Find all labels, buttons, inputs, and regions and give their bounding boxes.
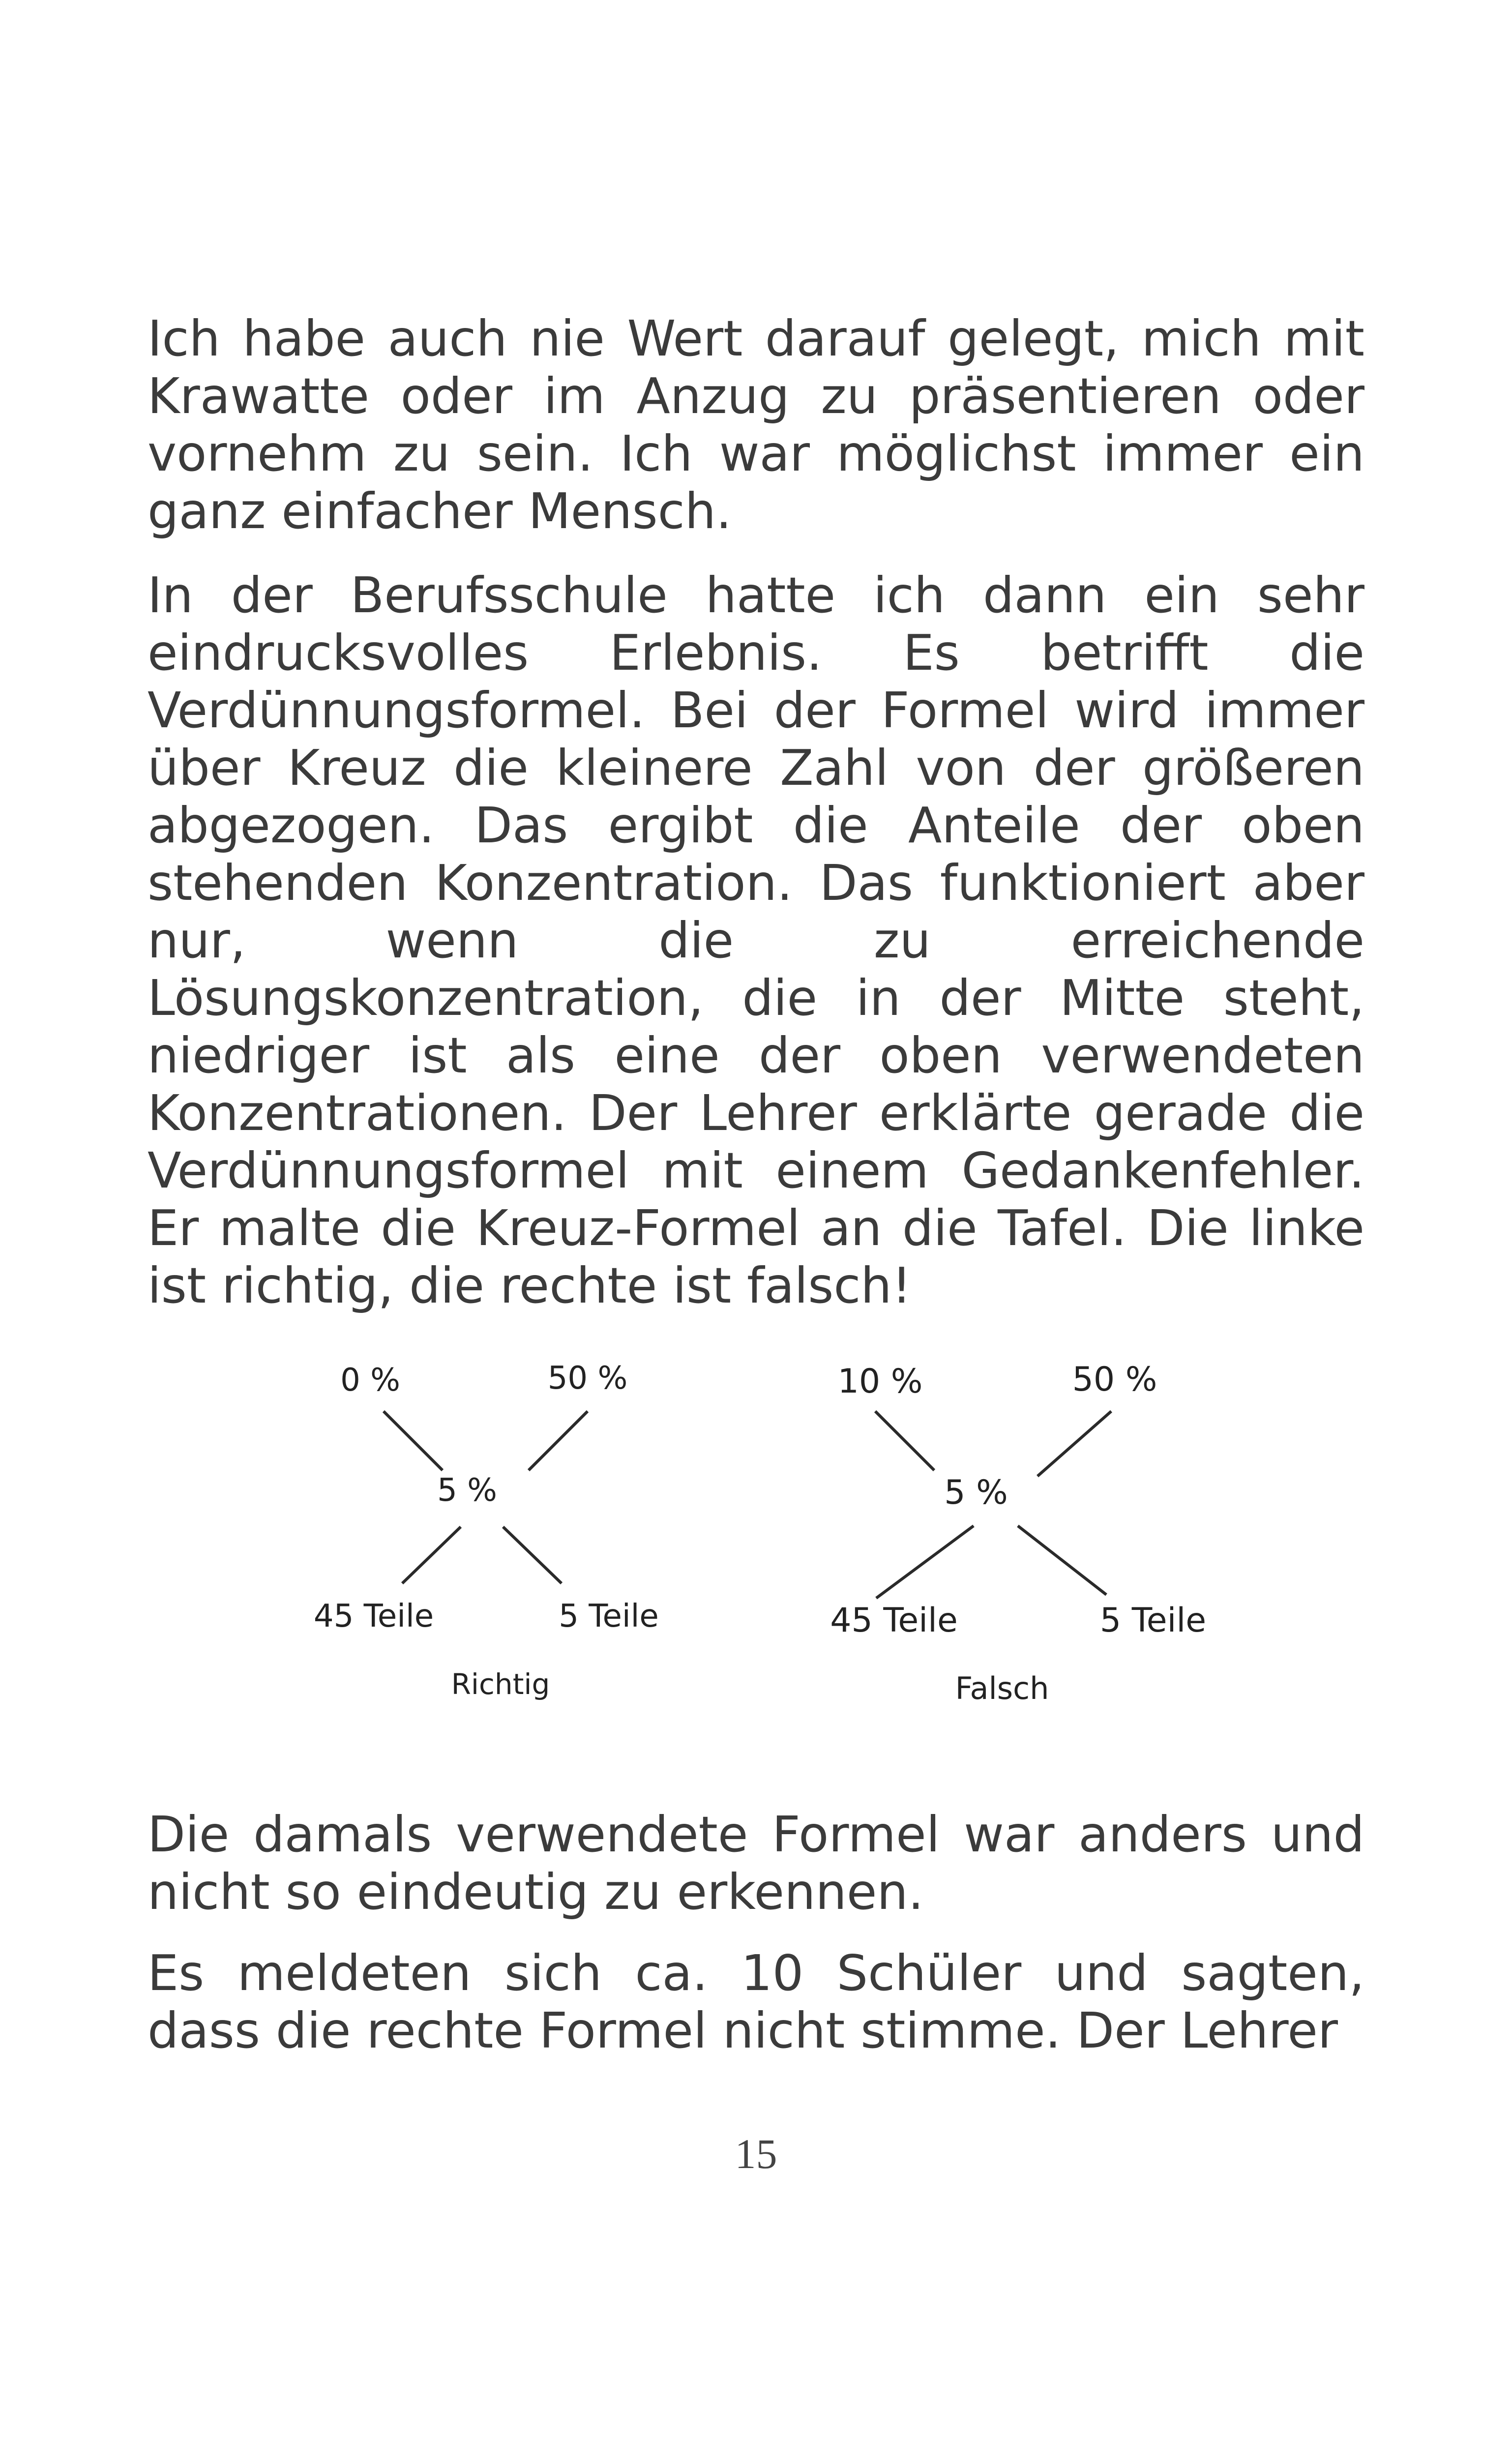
paragraph-formula-note: Die damals verwendete Formel war anders und nicht so eindeutig zu erkennen. [148, 1806, 1364, 1921]
cross-line [1018, 1526, 1106, 1595]
target-concentration: 5 % [944, 1473, 1008, 1512]
target-concentration: 5 % [437, 1472, 497, 1509]
cross-line [876, 1526, 974, 1598]
top-right-concentration: 50 % [1072, 1360, 1157, 1399]
bottom-left-parts: 45 Teile [313, 1598, 434, 1635]
top-right-concentration: 50 % [547, 1360, 628, 1397]
bottom-left-parts: 45 Teile [830, 1601, 958, 1640]
paragraph-intro: Ich habe auch nie Wert darauf gelegt, mich mit Krawatte oder im Anzug zu präsentieren oder vornehm zu sein. Ich war möglichst immer ein ganz einfacher Mensch. [148, 310, 1364, 540]
cross-formula-correct [314, 1360, 659, 1701]
bottom-right-parts: 5 Teile [559, 1598, 659, 1635]
cross-line [1038, 1411, 1111, 1476]
cross-line [875, 1411, 934, 1470]
cross-line [503, 1527, 562, 1583]
caption-correct: Richtig [451, 1667, 550, 1701]
top-left-concentration: 10 % [837, 1362, 923, 1401]
paragraph-berufsschule: In der Berufsschule hatte ich dann ein sehr eindrucksvolles Erlebnis. Es betrifft die Verdünnungsformel. Bei der Formel wird immer über Kreuz die kleinere Zahl von der größeren abgezogen. Das ergibt die Anteile der oben stehenden Konzentration. Das funktioniert aber nur, wenn die zu erreichende Lösungskonzentration, die in der Mitte steht, niedriger ist als eine der oben verwendeten Konzentrationen. Der Lehrer erklärte gerade die Verdünnungsformel mit einem Gedankenfehler. Er malte die Kreuz-Formel an die Tafel. Die linke ist richtig, die rechte ist falsch! [148, 566, 1364, 1314]
dilution-cross-diagram [295, 1338, 1249, 1726]
diagram-svg [295, 1338, 1249, 1726]
page-number: 15 [735, 2130, 777, 2177]
cross-line [384, 1411, 443, 1470]
caption-wrong: Falsch [955, 1670, 1049, 1706]
cross-line [402, 1527, 461, 1583]
cross-formula-wrong [830, 1360, 1206, 1706]
paragraph-students: Es meldeten sich ca. 10 Schüler und sagten, dass die rechte Formel nicht stimme. Der Lehrer [148, 1944, 1364, 2059]
cross-line [529, 1411, 588, 1470]
top-left-concentration: 0 % [340, 1362, 400, 1398]
bottom-right-parts: 5 Teile [1099, 1601, 1207, 1640]
